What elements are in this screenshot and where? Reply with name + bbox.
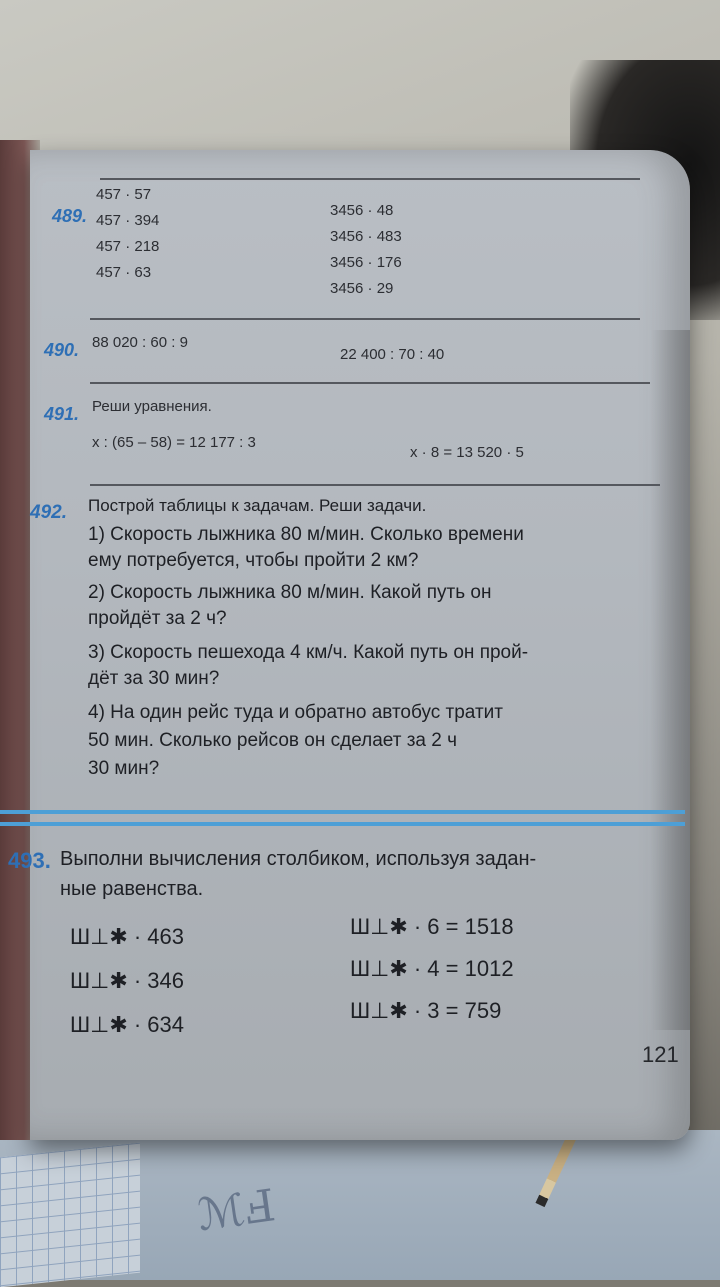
problem-line: 1) Скорость лыжника 80 м/мин. Сколько времени — [88, 524, 524, 545]
problem-line: ему потребуется, чтобы пройти 2 км? — [88, 550, 419, 571]
task-title: Выполни вычисления столбиком, используя задан- — [60, 848, 537, 870]
task-number: 492. — [30, 502, 67, 523]
expression: 88 020 : 60 : 9 — [92, 334, 188, 351]
problem-line: 4) На один рейс туда и обратно автобус тратит — [88, 702, 503, 723]
equality: Ш⊥✱ · 6 = 1518 — [350, 914, 514, 939]
divider-rule — [90, 318, 640, 320]
handwriting-scribble: ℳℲ — [194, 1180, 279, 1242]
task-number: 491. — [44, 404, 80, 424]
task-title: Построй таблицы к задачам. Реши задачи. — [88, 496, 427, 515]
divider-rule — [90, 382, 650, 384]
problem-line: 2) Скорость лыжника 80 м/мин. Какой путь он — [88, 582, 492, 603]
expression: 3456 · 483 — [330, 228, 402, 245]
page-curl-shadow — [650, 330, 690, 1030]
equation: x : (65 – 58) = 12 177 : 3 — [92, 434, 256, 451]
expression: 457 · 394 — [96, 212, 160, 229]
section-rule-bottom — [0, 822, 685, 826]
task-number: 490. — [44, 340, 80, 360]
expression: Ш⊥✱ · 634 — [70, 1012, 185, 1037]
divider-rule — [100, 178, 640, 180]
problem-line: 3) Скорость пешехода 4 км/ч. Какой путь он прой- — [88, 642, 529, 663]
expression: Ш⊥✱ · 463 — [70, 924, 185, 949]
equality: Ш⊥✱ · 4 = 1012 — [350, 956, 514, 981]
grid-paper — [0, 1143, 140, 1287]
task-title: ные равенства. — [60, 878, 204, 900]
problem-line: 30 мин? — [88, 758, 160, 779]
expression: Ш⊥✱ · 346 — [70, 968, 185, 993]
section-rule-top — [0, 810, 685, 814]
expression: 3456 · 176 — [330, 254, 402, 271]
expression: 22 400 : 70 : 40 — [340, 346, 445, 363]
expression: 3456 · 29 — [330, 280, 394, 297]
task-number: 493. — [8, 848, 51, 873]
equality: Ш⊥✱ · 3 = 759 — [350, 998, 502, 1023]
task-number: 489. — [52, 206, 88, 226]
expression: 457 · 218 — [96, 238, 160, 255]
page-number: 121 — [642, 1042, 679, 1067]
task-title: Реши уравнения. — [92, 398, 212, 415]
expression: 3456 · 48 — [330, 202, 394, 219]
divider-rule — [90, 484, 660, 486]
problem-line: дёт за 30 мин? — [88, 668, 220, 689]
problem-line: пройдёт за 2 ч? — [88, 608, 227, 629]
equation: x · 8 = 13 520 · 5 — [410, 444, 524, 461]
problem-line: 50 мин. Сколько рейсов он сделает за 2 ч — [88, 730, 458, 751]
expression: 457 · 63 — [96, 264, 152, 281]
expression: 457 · 57 — [96, 186, 152, 203]
textbook-page — [8, 150, 690, 1140]
